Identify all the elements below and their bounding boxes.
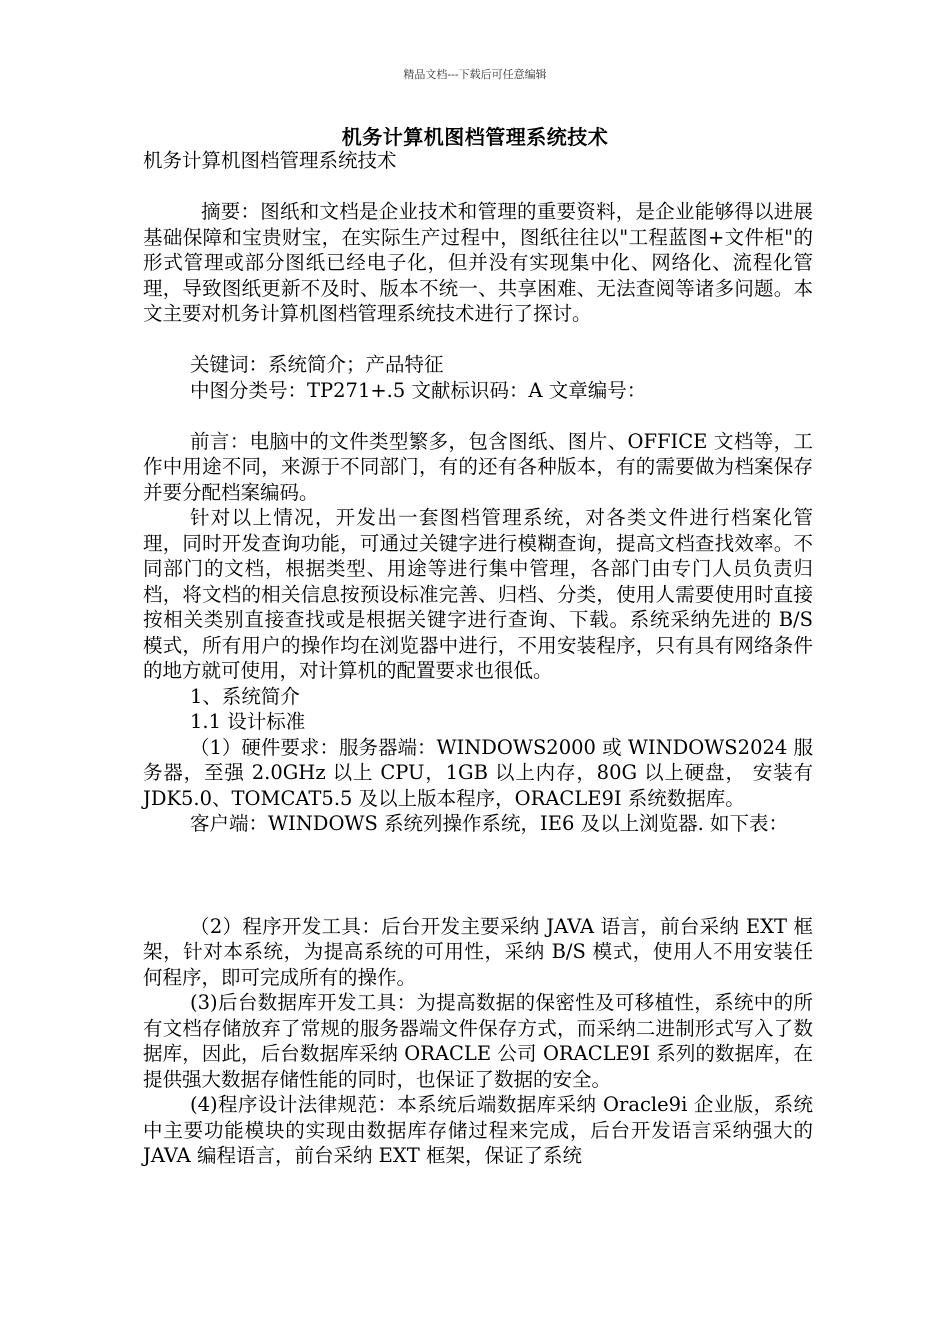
- document-subtitle: 机务计算机图档管理系统技术: [143, 149, 397, 172]
- client-requirements-paragraph: 客户端：WINDOWS 系统列操作系统，IE6 及以上浏览器. 如下表：: [190, 812, 788, 835]
- classification-line: 中图分类号：TP271+.5 文献标识码：A 文章编号：: [190, 378, 647, 402]
- design-rules-paragraph: (4)程序设计法律规范：本系统后端数据库采纳 Oracle9i 企业版，系统中主要功能模块的实现由数据库存储过程来完成，后台开发语言采纳强大的 JAVA 编程语言，前台采纳 EXT 框架，保证了系统: [143, 1093, 813, 1167]
- document-title: 机务计算机图档管理系统技术: [341, 125, 609, 149]
- database-tools-paragraph: (3)后台数据库开发工具：为提高数据的保密性及可移植性，系统中的所有文档存储放弃了常规的服务器端文件保存方式，而采纳二进制形式写入了数据库，因此，后台数据库采纳 ORACLE 公司 ORACLE9I 系列的数据库，在提供强大数据存储性能的同时，也保证了数据的安全。: [143, 991, 813, 1091]
- dev-tools-paragraph: （2）程序开发工具：后台开发主要采纳 JAVA 语言，前台采纳 EXT 框架，针对本系统，为提高系统的可用性，采纳 B/S 模式，使用人不用安装任何程序，即可完成所有的操作。: [143, 914, 813, 989]
- section-heading: 1、系统简介: [190, 684, 300, 708]
- spacer: [143, 403, 813, 429]
- spacer: [143, 174, 813, 200]
- subsection-heading: 1.1 设计标准: [190, 710, 306, 733]
- page-header: 精品文档---下载后可任意编辑: [403, 68, 547, 81]
- spacer: [143, 327, 813, 353]
- table-placeholder: [143, 837, 813, 914]
- hardware-requirements-paragraph: （1）硬件要求：服务器端：WINDOWS2000 或 WINDOWS2024 服务器，至强 2.0GHz 以上 CPU，1GB 以上内存，80G 以上硬盘， 安装有 JDK5.0、TOMCAT5.5 及以上版本程序，ORACLE9I 系统数据库。: [143, 735, 813, 810]
- preface-paragraph: 前言：电脑中的文件类型繁多，包含图纸、图片、OFFICE 文档等，工作中用途不同，来源于不同部门，有的还有各种版本，有的需要做为档案保存并要分配档案编码。: [143, 429, 813, 504]
- body-paragraph: 针对以上情况，开发出一套图档管理系统，对各类文件进行档案化管理，同时开发查询功能，可通过关键字进行模糊查询，提高文档查找效率。不同部门的文档，根据类型、用途等进行集中管理，各部门由专门人员负责归档，将文档的相关信息按预设标准完善、归档、分类，使用人需要使用时直接按相关类别直接查找或是根据关键字进行查询、下载。系统采纳先进的 B/S 模式，所有用户的操作均在浏览器中进行，不用安装程序，只有具有网络条件的地方就可使用，对计算机的配置要求也很低。: [143, 506, 813, 682]
- abstract-paragraph: 摘要：图纸和文档是企业技术和管理的重要资料，是企业能够得以进展基础保障和宝贵财宝，在实际生产过程中，图纸往往以"工程蓝图+文件柜"的形式管理或部分图纸已经电子化，但并没有实现集中化、网络化、流程化管理，导致图纸更新不及时、版本不统一、共享困难、无法查阅等诸多问题。本文主要对机务计算机图档管理系统技术进行了探讨。: [143, 200, 813, 325]
- keywords-line: 关键词：系统简介；产品特征: [190, 353, 444, 376]
- document-body: [143, 148, 813, 1169]
